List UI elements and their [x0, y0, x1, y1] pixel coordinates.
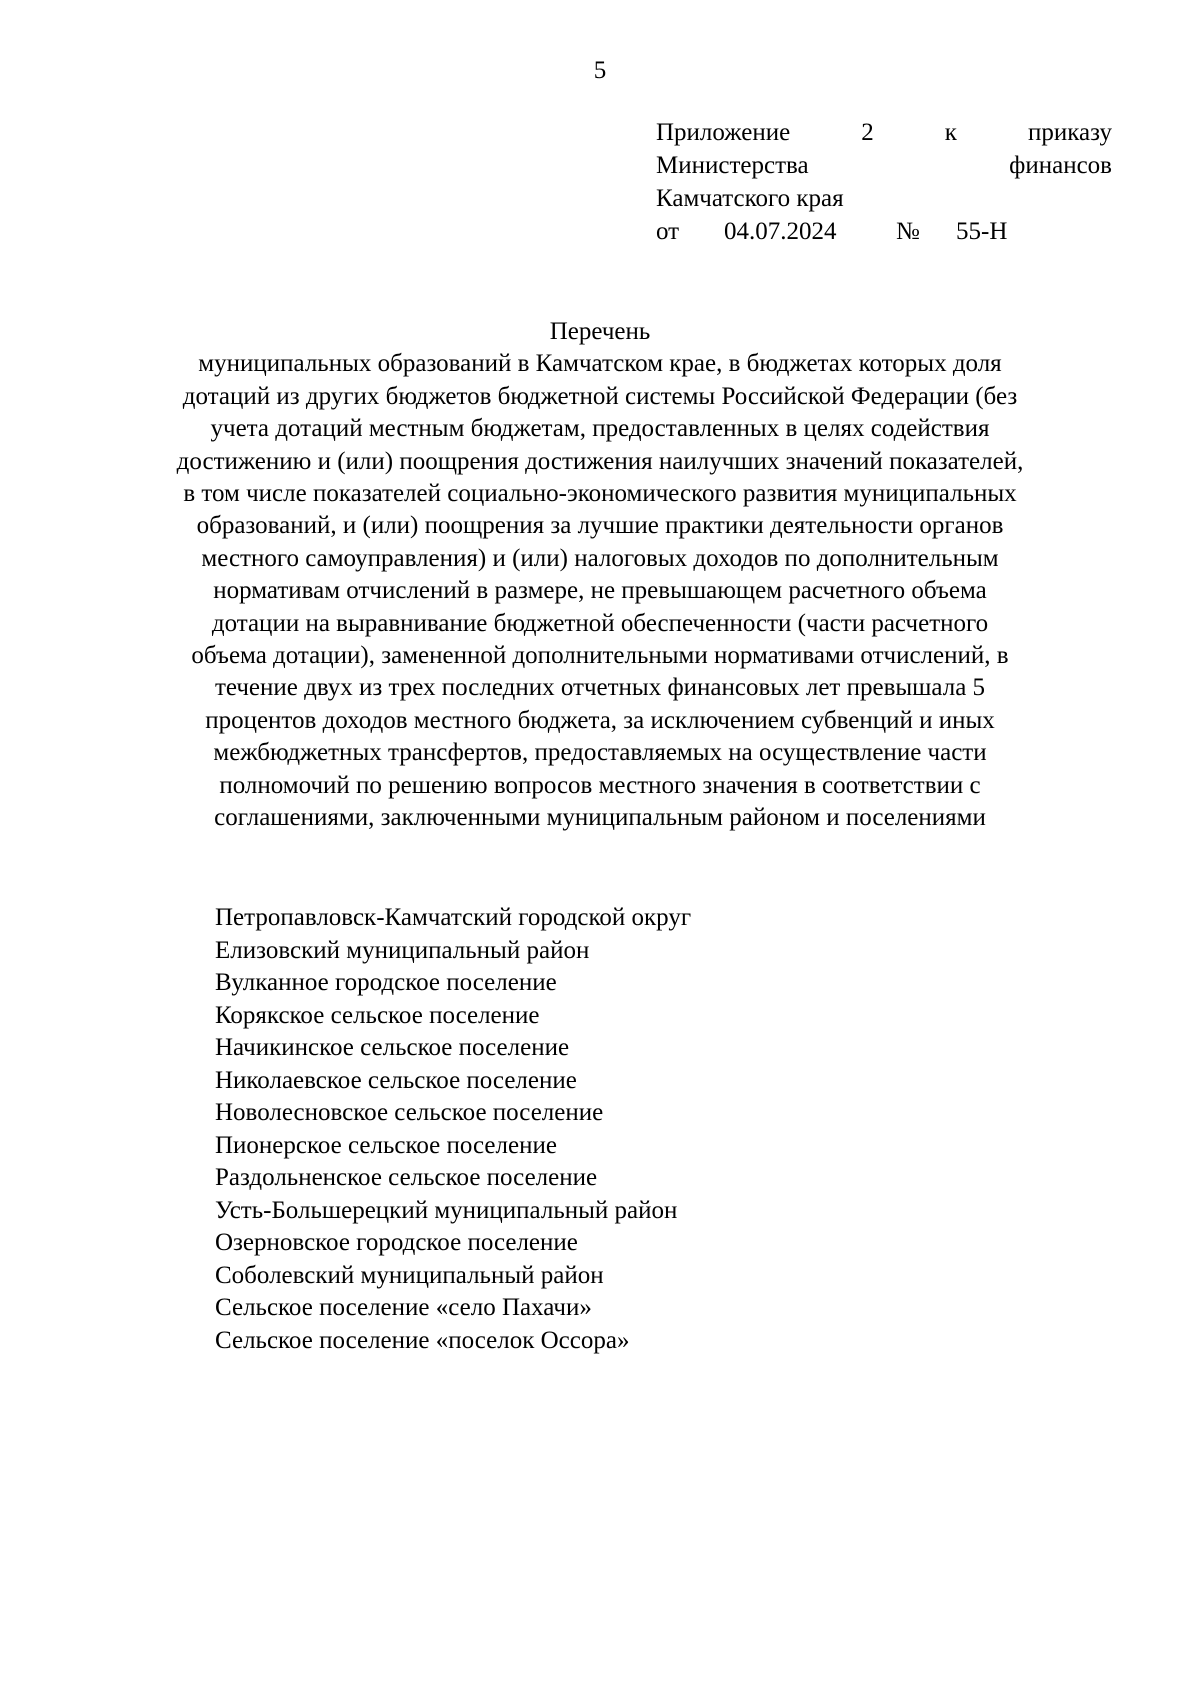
- appendix-order-details: [656, 215, 1112, 248]
- municipalities-list: [215, 902, 1015, 1357]
- list-item: Петропавловск-Камчатский городской округ: [215, 904, 692, 931]
- appendix-word: приказу: [1027, 119, 1112, 146]
- title-line: местного самоуправления) и (или) налоговых доходов по дополнительным: [201, 544, 999, 572]
- order-date: 04.07.2024: [724, 218, 837, 245]
- list-item: Озерновское городское поселение: [215, 1229, 578, 1256]
- appendix-number: 2: [861, 119, 874, 146]
- order-from-label: от: [656, 218, 680, 245]
- title-line: течение двух из трех последних отчетных финансовых лет превышала 5: [214, 674, 986, 702]
- appendix-word: финансов: [1009, 152, 1112, 179]
- title-line: дотаций из других бюджетов бюджетной системы Российской Федерации (без: [182, 382, 1018, 410]
- appendix-word: Министерства: [656, 152, 809, 179]
- title-line: межбюджетных трансфертов, предоставляемых на осуществление части: [213, 739, 987, 767]
- order-number: 55-Н: [956, 218, 1008, 245]
- list-item: Соболевский муниципальный район: [215, 1261, 604, 1289]
- list-item: Начикинское сельское поселение: [215, 1034, 570, 1061]
- document-title: [120, 316, 1080, 835]
- appendix-word: к: [944, 119, 957, 146]
- title-line: образований, и (или) поощрения за лучшие практики деятельности органов: [196, 512, 1004, 540]
- appendix-header: [656, 116, 1112, 248]
- title-line: достижению и (или) поощрения достижения наилучших значений показателей,: [176, 447, 1024, 475]
- list-item: Сельское поселение «село Пахачи»: [215, 1294, 592, 1321]
- title-line: объема дотации), замененной дополнительными нормативами отчислений, в: [191, 642, 1009, 670]
- list-item: Корякское сельское поселение: [215, 1001, 540, 1029]
- order-number-sign: №: [896, 218, 920, 245]
- list-item: Николаевское сельское поселение: [215, 1066, 577, 1094]
- list-item: Пионерское сельское поселение: [215, 1131, 557, 1159]
- title-line: дотации на выравнивание бюджетной обеспеченности (части расчетного: [211, 609, 989, 637]
- title-heading: Перечень: [549, 318, 651, 345]
- title-line: нормативам отчислений в размере, не превышающем расчетного объема: [213, 577, 987, 605]
- title-line: полномочий по решению вопросов местного значения в соответствии с: [219, 771, 981, 799]
- appendix-region: Камчатского края: [656, 185, 844, 212]
- title-line: соглашениями, заключенными муниципальным районом и поселениями: [214, 804, 986, 832]
- list-item: Усть-Большерецкий муниципальный район: [215, 1196, 678, 1224]
- title-line: учета дотаций местным бюджетам, предоставленных в целях содействия: [210, 415, 990, 443]
- list-item: Сельское поселение «поселок Оссора»: [215, 1326, 630, 1354]
- list-item: Раздольненское сельское поселение: [215, 1164, 598, 1191]
- list-item: Вулканное городское поселение: [215, 969, 557, 996]
- appendix-line-2: [656, 149, 1112, 182]
- title-line: муниципальных образований в Камчатском крае, в бюджетах которых доля: [198, 350, 1002, 378]
- list-item: Елизовский муниципальный район: [215, 936, 590, 964]
- appendix-line-3: [656, 182, 1112, 215]
- appendix-line-1: [656, 116, 1112, 149]
- appendix-word: Приложение: [656, 119, 791, 146]
- title-line: в том числе показателей социально-экономического развития муниципальных: [183, 480, 1017, 508]
- title-line: процентов доходов местного бюджета, за исключением субвенций и иных: [205, 706, 995, 734]
- list-item: Новолесновское сельское поселение: [215, 1099, 604, 1126]
- page-number: 5: [593, 57, 607, 84]
